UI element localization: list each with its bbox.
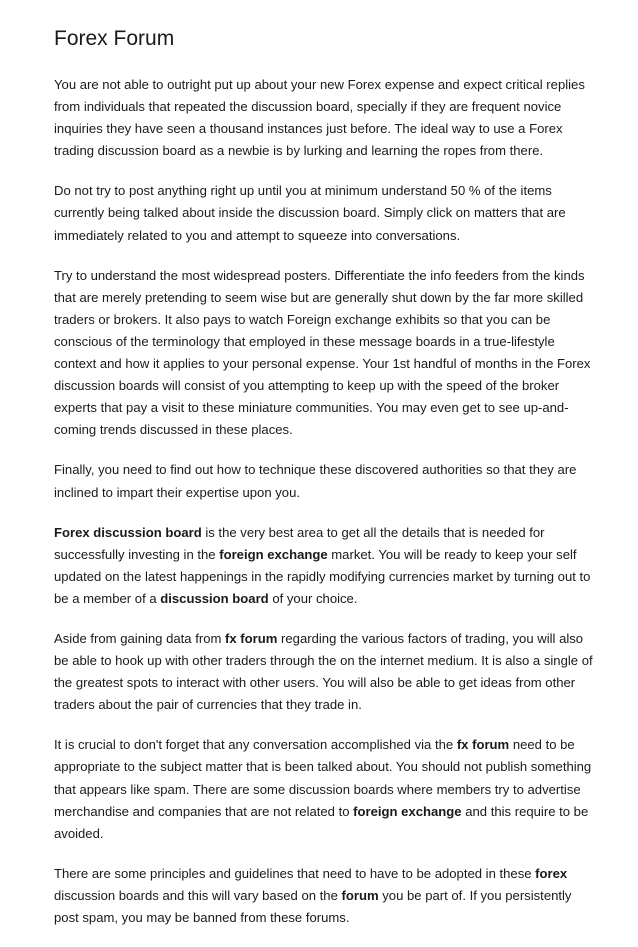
bold-keyword: Forex discussion board (54, 524, 202, 540)
text-run: you be part of. If you persistently post spam, you may be banned from these forums. (54, 887, 572, 925)
paragraph-5 (54, 522, 594, 610)
text-run: There are some principles and guidelines that need to have to be adopted in these (54, 865, 536, 881)
bold-keyword: fx forum (225, 630, 278, 646)
text-run: discussion boards and this will vary based on the (54, 887, 342, 903)
text-run: regarding the various factors of trading, you will also be able to hook up with other traders through the on the internet medium. It is also a single of the greatest spots to interact with other users. You will also be able to get ideas from other traders about the pair of currencies that they trade in. (54, 630, 593, 713)
bold-keyword: fx forum (456, 737, 510, 753)
bold-keyword: foreign exchange (353, 803, 462, 819)
text-run: It is crucial to don't forget that any conversation accomplished via the (54, 737, 457, 753)
paragraph-3 (54, 265, 594, 442)
text-run: need to be appropriate to the subject matter that is been talked about. You should not publish something that appears like spam. There are some discussion boards where members try to advertise merchandise and companies that are not related to (54, 737, 592, 819)
paragraph-1 (54, 74, 594, 162)
bold-keyword: forum (341, 887, 379, 903)
text-run: Finally, you need to find out how to technique these discovered authorities so that they are inclined to impart their expertise upon you. (54, 462, 577, 500)
text-run: of your choice. (268, 590, 358, 606)
text-run: You are not able to outright put up about your new Forex expense and expect critical replies from individuals that repeated the discussion board, specially if they are frequent novice inquiries they have seen a thousand instances just before. The ideal way to use a Forex trading discussion board as a newbie is by lurking and learning the ropes from there. (54, 77, 585, 159)
document-title: Forex Forum (54, 27, 175, 50)
bold-keyword: foreign exchange (219, 546, 328, 562)
bold-keyword: forex (535, 865, 568, 881)
text-run: Try to understand the most widespread posters. Differentiate the info feeders from the kinds that are merely pretending to seem wise but are generally shut down by the far more skilled traders or brokers. It also pays to watch Foreign exchange exhibits so that you can be conscious of the terminology that employed in these message boards in a true-lifestyle context and how it applies to your personal expense. Your 1st handful of months in the Forex discussion boards will consist of you attempting to keep up with the speed of the broker experts that pay a visit to these miniature communities. You may even get to see up-and-coming trends discussed in these places. (54, 267, 591, 438)
document-page (54, 26, 594, 947)
paragraph-2 (54, 180, 594, 246)
document-body (54, 74, 594, 929)
bold-keyword: discussion board (160, 590, 269, 606)
paragraph-4 (54, 459, 594, 503)
paragraph-6 (54, 628, 594, 716)
paragraph-8 (54, 863, 594, 929)
text-run: and this require to be avoided. (54, 803, 589, 841)
text-run: Do not try to post anything right up until you at minimum understand 50 % of the items currently being talked about inside the discussion board. Simply click on matters that are immediately related to you and attempt to squeeze into conversations. (54, 183, 566, 243)
text-run: Aside from gaining data from (54, 630, 226, 646)
text-run: market. You will be ready to keep your self updated on the latest happenings in the rapidly modifying currencies market by turning out to be a member of a (54, 546, 591, 606)
paragraph-7 (54, 734, 594, 844)
text-run: is the very best area to get all the details that is needed for successfully investing in the (54, 524, 545, 562)
